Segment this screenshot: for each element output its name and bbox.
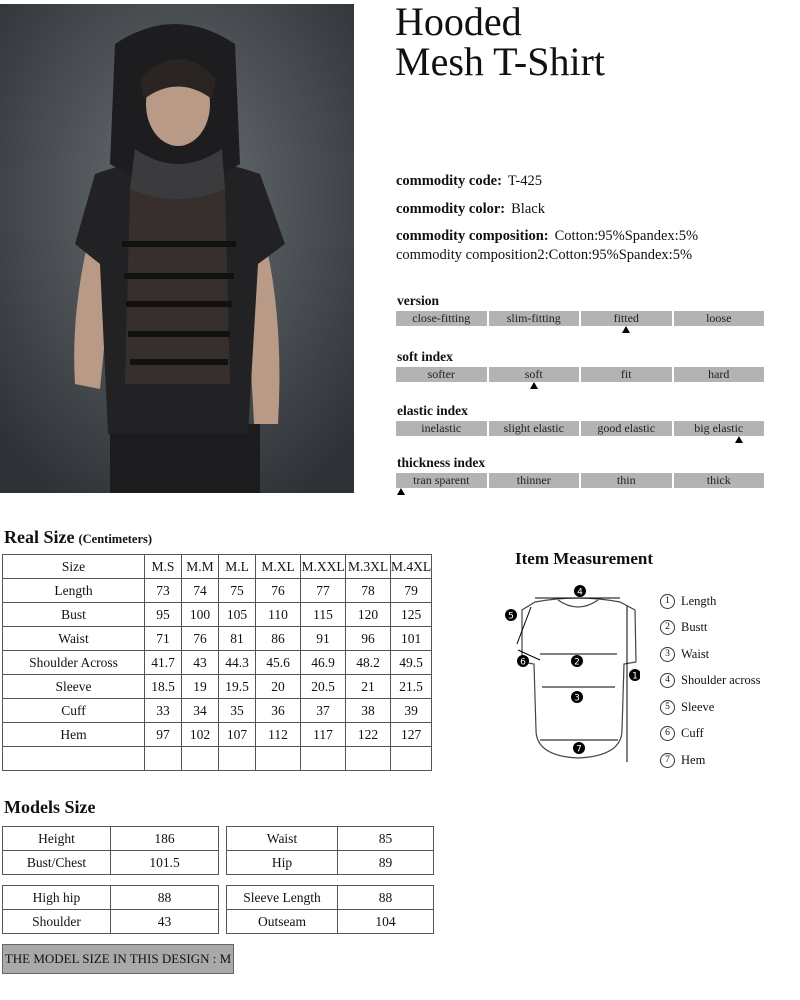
svg-text:2: 2 [574, 657, 580, 668]
table-row [3, 886, 219, 910]
commodity-composition-label: commodity composition: [396, 228, 549, 244]
real-size-title [4, 527, 152, 548]
legend-item [660, 721, 761, 748]
model-table [2, 826, 219, 875]
table-cell: 45.6 [256, 651, 301, 675]
legend-label: Shoulder across [681, 673, 761, 688]
legend-label: Waist [681, 646, 710, 661]
legend-label: Cuff [681, 726, 704, 741]
svg-text:1: 1 [632, 671, 638, 682]
table-cell: 125 [391, 603, 432, 627]
model-measure-label: Hip [227, 851, 338, 875]
model-measure-label: Outseam [227, 910, 338, 934]
table-header-cell: M.M [182, 555, 219, 579]
elastic-index-scale [396, 421, 764, 436]
table-cell: 74 [182, 579, 219, 603]
svg-text:7: 7 [576, 744, 582, 755]
soft-index-option: hard [674, 367, 765, 382]
thickness-index-scale [396, 473, 764, 488]
table-row [227, 886, 434, 910]
table-cell: 112 [256, 723, 301, 747]
legend-item [660, 588, 761, 615]
table-cell: 37 [301, 699, 346, 723]
table-header-cell: M.L [219, 555, 256, 579]
table-header-cell: M.3XL [346, 555, 391, 579]
version-option: close-fitting [396, 311, 487, 326]
table-cell: 49.5 [391, 651, 432, 675]
table-cell: 81 [219, 627, 256, 651]
table-header-cell: M.XL [256, 555, 301, 579]
soft-index-option: softer [396, 367, 487, 382]
model-measure-value: 88 [338, 886, 434, 910]
thickness-index-option: thick [674, 473, 765, 488]
table-cell: 36 [256, 699, 301, 723]
table-header-row [3, 555, 432, 579]
commodity-composition [396, 228, 698, 245]
commodity-code-label: commodity code: [396, 173, 502, 189]
version-title: version [397, 293, 439, 308]
elastic-index-title: elastic index [397, 403, 468, 418]
soft-index-option: fit [581, 367, 672, 382]
shirt-outline [522, 598, 636, 758]
table-row [227, 851, 434, 875]
legend-item [660, 668, 761, 695]
version-option: fitted [581, 311, 672, 326]
commodity-composition2: commodity composition2:Cotton:95%Spandex:5% [396, 247, 693, 263]
model-table [226, 826, 434, 875]
model-measure-value: 89 [338, 851, 434, 875]
table-cell: 76 [182, 627, 219, 651]
svg-text:3: 3 [574, 693, 580, 704]
table-cell [346, 747, 391, 771]
table-cell: 43 [182, 651, 219, 675]
table-cell: 91 [301, 627, 346, 651]
table-row [3, 827, 219, 851]
svg-text:4: 4 [577, 587, 583, 598]
version-option: loose [674, 311, 765, 326]
model-measure-label: Height [3, 827, 111, 851]
commodity-code [396, 173, 542, 190]
table-cell: 20.5 [301, 675, 346, 699]
legend-number: 7 [660, 753, 675, 768]
table-row [3, 699, 432, 723]
model-measure-value: 43 [111, 910, 219, 934]
legend-number: 2 [660, 620, 675, 635]
model-measure-label: Sleeve Length [227, 886, 338, 910]
legend-number: 6 [660, 726, 675, 741]
legend-number: 3 [660, 647, 675, 662]
table-cell: Hem [3, 723, 145, 747]
legend-number: 5 [660, 700, 675, 715]
table-cell: 71 [145, 627, 182, 651]
version-option: slim-fitting [489, 311, 580, 326]
table-cell: 97 [145, 723, 182, 747]
table-row [3, 723, 432, 747]
table-cell: 38 [346, 699, 391, 723]
table-row [3, 675, 432, 699]
table-cell: 79 [391, 579, 432, 603]
legend-item [660, 747, 761, 774]
table-row [3, 579, 432, 603]
model-measure-value: 186 [111, 827, 219, 851]
table-cell: 34 [182, 699, 219, 723]
model-measure-value: 85 [338, 827, 434, 851]
table-cell [182, 747, 219, 771]
thickness-index-option: thin [581, 473, 672, 488]
model-measure-value: 101.5 [111, 851, 219, 875]
version-marker [622, 326, 630, 333]
svg-text:5: 5 [508, 611, 514, 622]
table-cell: 78 [346, 579, 391, 603]
model-table [2, 885, 219, 934]
soft-index-scale [396, 367, 764, 382]
table-cell: Shoulder Across [3, 651, 145, 675]
model-measure-value: 88 [111, 886, 219, 910]
item-measurement-title: Item Measurement [515, 549, 654, 568]
elastic-index-option: slight elastic [489, 421, 580, 436]
real-size-table [2, 554, 432, 771]
table-header-cell: M.S [145, 555, 182, 579]
elastic-index-option: inelastic [396, 421, 487, 436]
commodity-composition-value: Cotton:95%Spandex:5% [554, 228, 699, 244]
legend-label: Bustt [681, 620, 708, 635]
table-cell: 105 [219, 603, 256, 627]
table-cell: 107 [219, 723, 256, 747]
table-cell: Bust [3, 603, 145, 627]
table-cell: 120 [346, 603, 391, 627]
table-cell [391, 747, 432, 771]
table-cell: 33 [145, 699, 182, 723]
table-cell: 101 [391, 627, 432, 651]
model-measure-value: 104 [338, 910, 434, 934]
table-cell: 20 [256, 675, 301, 699]
table-cell: 21 [346, 675, 391, 699]
commodity-color [396, 201, 545, 218]
legend-number: 1 [660, 594, 675, 609]
commodity-color-label: commodity color: [396, 201, 506, 217]
thickness-index-option: thinner [489, 473, 580, 488]
elastic-index-marker [735, 436, 743, 443]
table-cell [256, 747, 301, 771]
measurement-legend [660, 588, 761, 774]
table-cell: 102 [182, 723, 219, 747]
table-cell: 41.7 [145, 651, 182, 675]
table-header-cell: M.4XL [391, 555, 432, 579]
table-cell: 39 [391, 699, 432, 723]
table-cell: 95 [145, 603, 182, 627]
soft-index-marker [530, 382, 538, 389]
thickness-index-marker [397, 488, 405, 495]
table-cell: 48.2 [346, 651, 391, 675]
real-size-unit: (Centimeters) [78, 532, 153, 546]
legend-item [660, 694, 761, 721]
table-cell: 75 [219, 579, 256, 603]
table-row [227, 827, 434, 851]
table-cell: 18.5 [145, 675, 182, 699]
table-cell: 35 [219, 699, 256, 723]
table-cell: 127 [391, 723, 432, 747]
table-cell: 77 [301, 579, 346, 603]
table-row [3, 627, 432, 651]
real-size-title-text: Real Size [4, 527, 75, 547]
table-row [227, 910, 434, 934]
model-measure-label: Bust/Chest [3, 851, 111, 875]
soft-index-option: soft [489, 367, 580, 382]
legend-label: Length [681, 593, 717, 608]
table-row [3, 910, 219, 934]
table-cell: 96 [346, 627, 391, 651]
table-header-cell: Size [3, 555, 145, 579]
legend-label: Hem [681, 752, 706, 767]
thickness-index-option: tran sparent [396, 473, 487, 488]
product-title [395, 2, 605, 82]
table-row [3, 651, 432, 675]
model-measure-label: Shoulder [3, 910, 111, 934]
table-row [3, 603, 432, 627]
product-title-line2: Mesh T-Shirt [395, 39, 606, 84]
model-table [226, 885, 434, 934]
table-cell: Waist [3, 627, 145, 651]
table-cell: 19.5 [219, 675, 256, 699]
version-scale [396, 311, 764, 326]
table-cell: 21.5 [391, 675, 432, 699]
table-cell: Sleeve [3, 675, 145, 699]
legend-number: 4 [660, 673, 675, 688]
table-header-cell: M.XXL [301, 555, 346, 579]
table-row [3, 747, 432, 771]
table-cell [219, 747, 256, 771]
elastic-index-option: good elastic [581, 421, 672, 436]
thickness-index-title: thickness index [397, 455, 486, 470]
table-cell [301, 747, 346, 771]
model-size-banner: THE MODEL SIZE IN THIS DESIGN : M [2, 944, 234, 974]
table-cell [3, 747, 145, 771]
table-cell: 122 [346, 723, 391, 747]
commodity-code-value: T-425 [507, 173, 543, 189]
table-cell: 86 [256, 627, 301, 651]
legend-item [660, 615, 761, 642]
table-cell: 76 [256, 579, 301, 603]
commodity-color-value: Black [511, 201, 545, 217]
legend-label: Sleeve [681, 699, 715, 714]
legend-item [660, 641, 761, 668]
table-cell: 46.9 [301, 651, 346, 675]
table-cell: 117 [301, 723, 346, 747]
product-title-line1: Hooded [395, 0, 522, 44]
elastic-index-option: big elastic [674, 421, 765, 436]
model-measure-label: High hip [3, 886, 111, 910]
table-cell: 19 [182, 675, 219, 699]
table-cell: 110 [256, 603, 301, 627]
soft-index-title: soft index [397, 349, 453, 364]
product-photo [0, 4, 354, 493]
table-cell: 100 [182, 603, 219, 627]
table-cell: 115 [301, 603, 346, 627]
measurement-diagram [500, 580, 640, 775]
models-size-title: Models Size [4, 797, 96, 817]
table-cell: 73 [145, 579, 182, 603]
svg-text:6: 6 [520, 657, 526, 668]
table-cell [145, 747, 182, 771]
table-cell: Length [3, 579, 145, 603]
table-cell: 44.3 [219, 651, 256, 675]
table-cell: Cuff [3, 699, 145, 723]
table-row [3, 851, 219, 875]
model-measure-label: Waist [227, 827, 338, 851]
